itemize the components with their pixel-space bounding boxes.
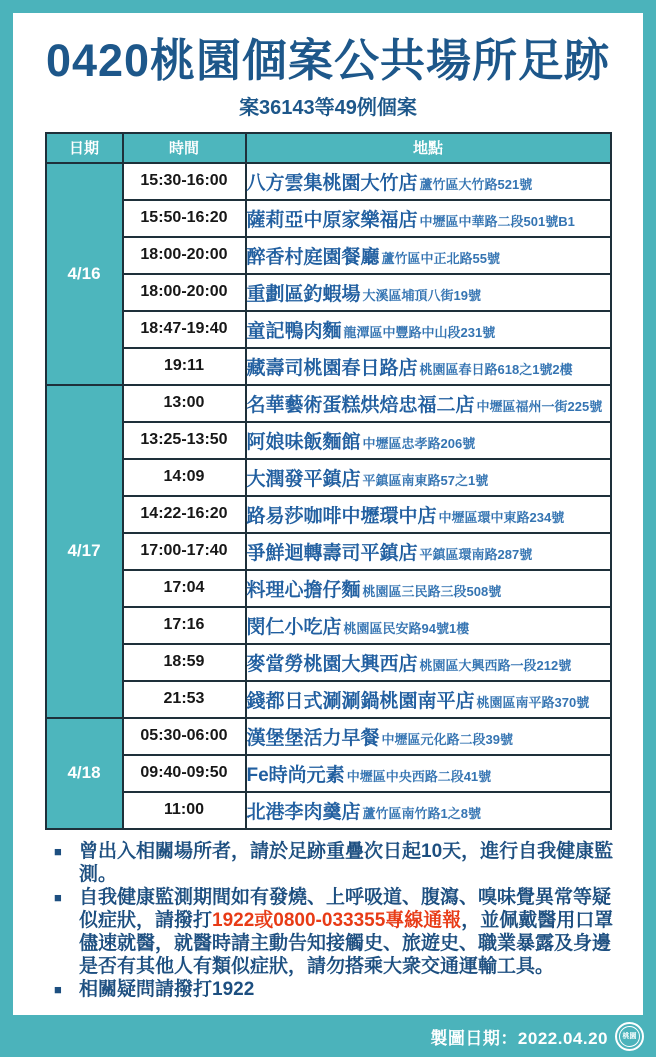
table-row <box>46 274 611 311</box>
table-row <box>46 644 611 681</box>
table-row <box>46 200 611 237</box>
page-title: 0420桃園個案公共場所足跡 <box>45 35 611 86</box>
place-cell <box>246 385 611 422</box>
table-row <box>46 163 611 200</box>
note-item <box>54 886 627 978</box>
table-row <box>46 385 611 422</box>
date-cell: 4/17 <box>46 385 123 718</box>
place-address: 蘆竹區南竹路1之8號 <box>362 805 481 821</box>
table-row <box>46 237 611 274</box>
square-bullet-icon: ■ <box>54 843 62 859</box>
place-name: 阿娘味飯麵館 <box>246 431 361 453</box>
table-row <box>46 718 611 755</box>
time-cell: 18:47-19:40 <box>123 311 246 348</box>
place-name: 重劃區釣蝦場 <box>246 283 361 305</box>
note-text <box>79 886 627 978</box>
place-cell <box>246 607 611 644</box>
page-subtitle: 案36143等49例個案 <box>239 96 417 119</box>
place-cell <box>246 237 611 274</box>
table-row <box>46 607 611 644</box>
place-address: 中壢區忠孝路206號 <box>362 435 476 451</box>
column-header-time: 時間 <box>123 133 246 163</box>
bottom-bar <box>0 1015 656 1057</box>
table-row <box>46 755 611 792</box>
place-cell <box>246 311 611 348</box>
place-name: 漢堡堡活力早餐 <box>246 727 380 749</box>
place-name: 童記鴨肉麵 <box>246 320 342 342</box>
table-row <box>46 422 611 459</box>
place-address: 桃園區三民路三段508號 <box>362 583 502 599</box>
time-cell: 18:00-20:00 <box>123 274 246 311</box>
note-text <box>79 978 627 1001</box>
place-address: 中壢區中央西路二段41號 <box>346 768 492 784</box>
date-cell: 4/18 <box>46 718 123 829</box>
time-cell: 18:00-20:00 <box>123 237 246 274</box>
table-row <box>46 570 611 607</box>
time-cell: 11:00 <box>123 792 246 829</box>
table-header-row <box>46 133 611 163</box>
place-cell <box>246 496 611 533</box>
table-row <box>46 792 611 829</box>
table-row <box>46 533 611 570</box>
taoyuan-city-seal-icon: 桃園 <box>615 1022 644 1051</box>
place-address: 大溪區埔頂八街19號 <box>362 287 481 303</box>
place-cell <box>246 681 611 718</box>
place-cell <box>246 274 611 311</box>
table-row <box>46 681 611 718</box>
place-address: 桃園區南平路370號 <box>476 694 590 710</box>
place-address: 桃園區民安路94號1樓 <box>343 620 470 636</box>
place-name: 錢都日式涮涮鍋桃園南平店 <box>246 690 475 712</box>
column-header-date: 日期 <box>46 133 123 163</box>
note-segment: 曾出入相關場所者，請於足跡重疊次日起10天，進行自我健康監測。 <box>79 840 614 885</box>
place-name: 北港李肉羹店 <box>246 801 361 823</box>
place-cell <box>246 459 611 496</box>
time-cell: 14:09 <box>123 459 246 496</box>
health-advisory-notes <box>54 840 627 1001</box>
time-cell: 17:16 <box>123 607 246 644</box>
poster-card <box>13 13 643 1015</box>
place-cell <box>246 644 611 681</box>
square-bullet-icon: ■ <box>54 981 62 997</box>
place-name: 醉香村庭園餐廳 <box>246 246 380 268</box>
time-cell: 15:30-16:00 <box>123 163 246 200</box>
place-name: 閔仁小吃店 <box>246 616 342 638</box>
chart-made-date: 製圖日期：2022.04.20 <box>430 1028 608 1048</box>
note-segment: ，並佩戴醫用口罩儘速就醫，就醫時請主動告知接觸史、旅遊史、職業暴露及身邊是否有其他人有類似症狀，請勿搭乘大衆交通運輸工具。 <box>79 909 614 977</box>
note-item <box>54 840 627 886</box>
place-address: 平鎮區環南路287號 <box>419 546 533 562</box>
table-row <box>46 311 611 348</box>
place-cell <box>246 200 611 237</box>
place-address: 蘆竹區大竹路521號 <box>419 176 533 192</box>
place-name: Fe時尚元素 <box>246 764 345 786</box>
place-cell <box>246 792 611 829</box>
time-cell: 13:25-13:50 <box>123 422 246 459</box>
table-row <box>46 496 611 533</box>
place-cell <box>246 163 611 200</box>
place-address: 中壢區元化路二段39號 <box>381 731 513 747</box>
time-cell: 05:30-06:00 <box>123 718 246 755</box>
place-cell <box>246 348 611 385</box>
place-name: 八方雲集桃園大竹店 <box>246 172 418 194</box>
note-segment-red: 1922或0800-033355專線通報 <box>212 909 462 931</box>
place-name: 爭鮮迴轉壽司平鎮店 <box>246 542 418 564</box>
place-name: 料理心擔仔麵 <box>246 579 361 601</box>
place-address: 蘆竹區中正北路55號 <box>381 250 500 266</box>
note-text <box>79 840 627 886</box>
date-cell: 4/16 <box>46 163 123 385</box>
note-segment: 相關疑問請撥打1922 <box>79 978 255 1000</box>
time-cell: 14:22-16:20 <box>123 496 246 533</box>
footprint-table <box>45 132 612 830</box>
note-segment: 自我健康監測期間如有發燒、上呼吸道、腹瀉、嗅味覺異常等疑似症狀，請撥打 <box>79 886 612 931</box>
note-item <box>54 978 627 1001</box>
place-cell <box>246 570 611 607</box>
square-bullet-icon: ■ <box>54 889 62 905</box>
time-cell: 09:40-09:50 <box>123 755 246 792</box>
time-cell: 17:04 <box>123 570 246 607</box>
time-cell: 18:59 <box>123 644 246 681</box>
place-name: 名華藝術蛋糕烘焙忠福二店 <box>246 394 475 416</box>
place-address: 中壢區中華路二段501號B1 <box>419 213 575 229</box>
time-cell: 13:00 <box>123 385 246 422</box>
place-name: 大潤發平鎮店 <box>246 468 361 490</box>
place-cell <box>246 533 611 570</box>
time-cell: 21:53 <box>123 681 246 718</box>
table-row <box>46 459 611 496</box>
time-cell: 19:11 <box>123 348 246 385</box>
place-name: 薩莉亞中原家樂福店 <box>246 209 418 231</box>
place-name: 藏壽司桃園春日路店 <box>246 357 418 379</box>
place-cell <box>246 755 611 792</box>
place-address: 桃園區春日路618之1號2樓 <box>419 361 573 377</box>
time-cell: 15:50-16:20 <box>123 200 246 237</box>
place-address: 平鎮區南東路57之1號 <box>362 472 489 488</box>
column-header-place: 地點 <box>246 133 611 163</box>
place-address: 桃園區大興西路一段212號 <box>419 657 572 673</box>
place-cell <box>246 422 611 459</box>
place-name: 路易莎咖啡中壢環中店 <box>246 505 437 527</box>
place-address: 龍潭區中豐路中山段231號 <box>343 324 496 340</box>
time-cell: 17:00-17:40 <box>123 533 246 570</box>
place-address: 中壢區環中東路234號 <box>438 509 565 525</box>
place-address: 中壢區福州一街225號 <box>476 398 603 414</box>
table-row <box>46 348 611 385</box>
place-name: 麥當勞桃園大興西店 <box>246 653 418 675</box>
place-cell <box>246 718 611 755</box>
